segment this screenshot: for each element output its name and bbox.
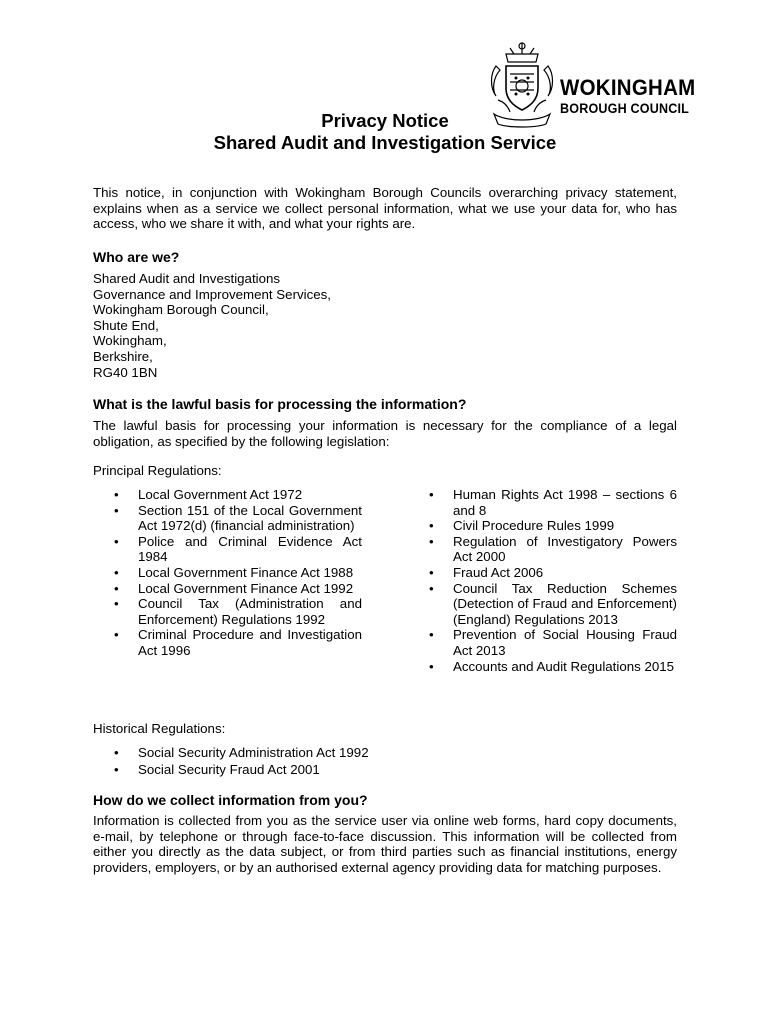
list-item: • Social Security Administration Act 1992	[114, 744, 369, 760]
principal-label: Principal Regulations:	[93, 463, 222, 479]
list-item: • Council Tax (Administration and Enforcement) Regulations 1992	[114, 596, 362, 627]
who-heading: Who are we?	[93, 249, 180, 265]
page-subtitle: Shared Audit and Investigation Service	[213, 132, 557, 153]
logo-subtitle: BOROUGH COUNCIL	[560, 101, 690, 116]
principal-list-left	[93, 487, 362, 659]
historical-label: Historical Regulations:	[93, 721, 226, 736]
intro-paragraph: This notice, in conjunction with Wokingham Borough Councils overarching privacy statement, explains when as a service we collect personal information, what we use your data for, who has access, who we share it with, and what your rights are.	[93, 185, 677, 232]
address-line: RG40 1BN	[93, 364, 158, 380]
list-item: • Civil Procedure Rules 1999	[429, 518, 615, 534]
list-item: • Criminal Procedure and Investigation Act 1996	[114, 627, 362, 658]
lawful-text: The lawful basis for processing your information is necessary for the compliance of a legal obligation, as specified by the following legislation:	[93, 418, 677, 449]
list-item: • Section 151 of the Local Government Act 1972(d) (financial administration)	[114, 502, 362, 534]
logo-name: WOKINGHAM	[560, 75, 696, 100]
address-block	[93, 271, 677, 380]
address-line: Governance and Improvement Services,	[93, 286, 331, 302]
list-item: • Local Government Finance Act 1988	[114, 564, 354, 580]
list-item: • Police and Criminal Evidence Act 1984	[114, 533, 362, 565]
document-titles	[0, 110, 770, 154]
lawful-section	[93, 396, 677, 479]
address-line: Shute End,	[93, 317, 159, 333]
who-section	[93, 249, 677, 380]
list-item: • Council Tax Reduction Schemes (Detection of Fraud and Enforcement) (England) Regulations 2013	[429, 580, 677, 627]
address-line: Shared Audit and Investigations	[93, 271, 281, 286]
principal-list-right	[408, 487, 677, 674]
list-item: • Human Rights Act 1998 – sections 6 and 8	[429, 487, 677, 518]
list-item: • Fraud Act 2006	[429, 564, 544, 580]
list-item: • Social Security Fraud Act 2001	[114, 762, 320, 778]
address-line: Berkshire,	[93, 348, 153, 364]
historical-section	[93, 721, 677, 778]
historical-list	[93, 745, 677, 778]
list-item: • Prevention of Social Housing Fraud Act 2013	[429, 627, 677, 658]
page-title: Privacy Notice	[321, 110, 449, 131]
collect-section	[93, 792, 677, 875]
list-item: • Regulation of Investigatory Powers Act 2000	[429, 533, 677, 565]
address-line: Wokingham,	[93, 333, 167, 349]
lawful-heading: What is the lawful basis for processing the information?	[93, 396, 467, 412]
list-item: • Accounts and Audit Regulations 2015	[429, 658, 675, 674]
collect-heading: How do we collect information from you?	[93, 792, 368, 808]
collect-text: Information is collected from you as the service user via online web forms, hard copy documents, e-mail, by telephone or through face-to-face discussion. This information will be collected from either you directly as the data subject, or from third parties such as financial institutions, energy providers, employers, or by an authorised external agency providing data for matching purposes.	[93, 813, 677, 875]
address-line: Wokingham Borough Council,	[93, 302, 269, 318]
list-item: • Local Government Act 1972	[114, 487, 303, 502]
list-item: • Local Government Finance Act 1992	[114, 580, 354, 596]
